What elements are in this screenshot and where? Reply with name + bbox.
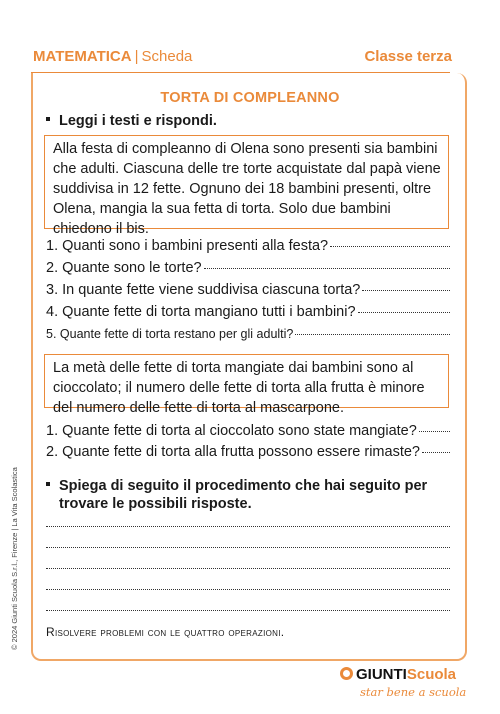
question-row [46,238,450,254]
question-text: 4. Quante fette di torta mangiano tutti i bambini? [46,304,356,320]
writing-line[interactable] [46,588,450,590]
bullet-icon [46,117,50,121]
answer-line[interactable] [295,333,450,335]
answer-line[interactable] [204,267,450,269]
question-text: 1. Quante fette di torta al cioccolato sono state mangiate? [46,423,417,439]
logo-brand [340,666,456,683]
answer-line[interactable] [358,311,450,313]
writing-line[interactable] [46,567,450,569]
problem-text-1: Alla festa di compleanno di Olena sono presenti sia bambini che adulti. Ciascuna delle tre torte acquistate dal papà viene suddivisa in 12 fette. Ognuno dei 18 bambini presenti, oltre Olena, mangia la sua fetta di torta. Solo due bambini chiedono il bis. [44,135,449,229]
subject-name: MATEMATICA [33,48,132,65]
copyright-credit: © 2024 Giunti Scuola S.r.l., Firenze | La Vita Scolastica [10,467,19,650]
answer-line[interactable] [330,245,450,247]
writing-line[interactable] [46,609,450,611]
giunti-g-icon [340,667,353,680]
logo-brand-name: GIUNTI [356,666,407,683]
instruction-explain-cont: trovare le possibili risposte. [59,496,252,512]
page-header [0,0,500,70]
learning-objective: Risolvere problemi con le quattro operazioni. [46,625,285,639]
sheet-label: Scheda [141,48,193,65]
logo-tagline: star bene a scuola [360,685,467,699]
instruction-read-text: Leggi i testi e rispondi. [59,113,217,129]
instruction-explain [46,478,427,494]
question-text: 5. Quante fette di torta restano per gli adulti? [46,327,294,341]
question-text: 1. Quanti sono i bambini presenti alla festa? [46,238,329,254]
problem-text-2: La metà delle fette di torta mangiate dai bambini sono al cioccolato; il numero delle fette di torta alla frutta è minore del numero delle fette di torta al mascarpone. [44,354,449,408]
writing-line[interactable] [46,546,450,548]
question-row [46,444,450,460]
question-row [46,423,450,439]
question-row [46,282,450,298]
instruction-read [46,113,217,129]
answer-line[interactable] [422,451,450,453]
publisher-logo [340,666,467,706]
logo-brand-accent: Scuola [406,666,457,683]
bullet-icon [46,482,50,486]
worksheet-title: TORTA DI COMPLEANNO [160,90,340,106]
writing-line[interactable] [46,525,450,527]
subject-label [33,48,192,65]
grade-label: Classe terza [364,48,452,65]
answer-line[interactable] [419,430,450,432]
question-row [46,304,450,320]
instruction-explain-line1: Spiega di seguito il procedimento che hai seguito per [59,478,428,494]
question-text: 3. In quante fette viene suddivisa ciascuna torta? [46,282,361,298]
question-row [46,260,450,276]
question-text: 2. Quante sono le torte? [46,260,202,276]
header-separator: | [134,48,139,65]
question-row [46,327,450,341]
answer-line[interactable] [362,289,450,291]
question-text: 2. Quante fette di torta alla frutta possono essere rimaste? [46,444,420,460]
